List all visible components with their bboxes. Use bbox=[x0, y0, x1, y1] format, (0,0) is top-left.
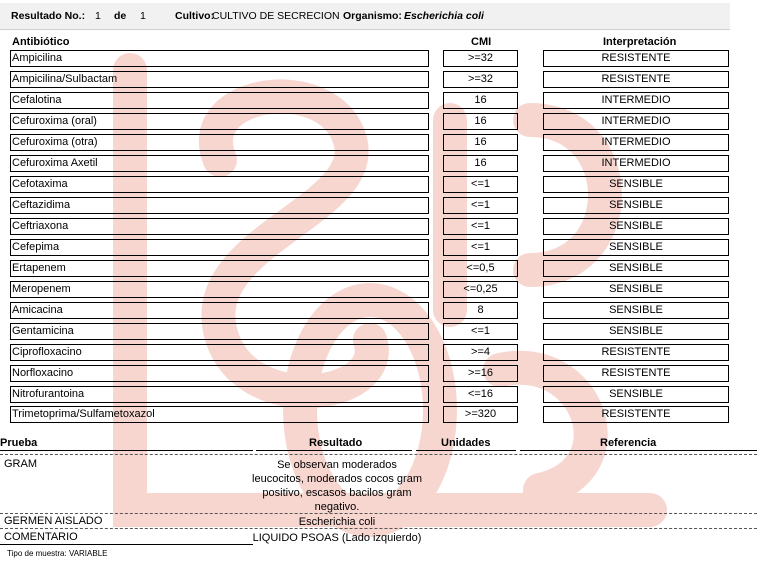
resultado-column-header: Resultado bbox=[309, 437, 363, 449]
cmi-value: 16 bbox=[443, 134, 518, 151]
interpretation-value: RESISTENTE bbox=[543, 71, 729, 88]
antibiotic-column-header: Antibiótico bbox=[12, 36, 70, 48]
interpretation-value: INTERMEDIO bbox=[543, 155, 729, 172]
antibiotic-name: Amicacina bbox=[10, 302, 429, 319]
interpretation-value: INTERMEDIO bbox=[543, 134, 729, 151]
cmi-value: <=0,5 bbox=[443, 260, 518, 277]
culture-label: Cultivo: bbox=[175, 10, 215, 22]
cmi-value: <=16 bbox=[443, 386, 518, 403]
antibiotic-name: Ciprofloxacino bbox=[10, 344, 429, 361]
prueba-underline bbox=[0, 450, 253, 451]
cmi-value: 8 bbox=[443, 302, 518, 319]
antibiotic-row bbox=[0, 113, 730, 130]
cmi-value: <=0,25 bbox=[443, 281, 518, 298]
row-divider bbox=[0, 528, 757, 529]
cmi-value: >=32 bbox=[443, 50, 518, 67]
resultado-underline bbox=[256, 450, 412, 451]
interpretation-value: SENSIBLE bbox=[543, 386, 729, 403]
antibiotic-row bbox=[0, 71, 730, 88]
antibiotic-name: Ampicilina/Sulbactam bbox=[10, 71, 429, 88]
antibiotic-row bbox=[0, 302, 730, 319]
antibiotic-name: Ceftriaxona bbox=[10, 218, 429, 235]
cmi-value: 16 bbox=[443, 155, 518, 172]
cmi-value: <=1 bbox=[443, 176, 518, 193]
germen-label: GERMEN AISLADO bbox=[4, 515, 103, 527]
antibiotic-name: Cefuroxima (otra) bbox=[10, 134, 429, 151]
interpretation-value: INTERMEDIO bbox=[543, 113, 729, 130]
referencia-underline bbox=[520, 450, 757, 451]
antibiotic-name: Ertapenem bbox=[10, 260, 429, 277]
referencia-column-header: Referencia bbox=[600, 437, 657, 449]
interpretation-value: SENSIBLE bbox=[543, 281, 729, 298]
antibiotic-name: Trimetoprima/Sulfametoxazol bbox=[10, 406, 429, 423]
antibiotic-row bbox=[0, 50, 730, 67]
antibiotic-row bbox=[0, 134, 730, 151]
antibiotic-name: Cefuroxima (oral) bbox=[10, 113, 429, 130]
antibiotic-row bbox=[0, 197, 730, 214]
gram-result-line: negativo. bbox=[314, 501, 360, 513]
organism-value: Escherichia coli bbox=[404, 10, 484, 22]
antibiotic-row bbox=[0, 386, 730, 403]
unidades-underline bbox=[416, 450, 516, 451]
interpretation-value: RESISTENTE bbox=[543, 344, 729, 361]
prueba-column-header: Prueba bbox=[0, 437, 38, 449]
cmi-value: <=1 bbox=[443, 323, 518, 340]
cmi-value: 16 bbox=[443, 92, 518, 109]
antibiotic-name: Cefalotina bbox=[10, 92, 429, 109]
interpretation-value: RESISTENTE bbox=[543, 365, 729, 382]
result-total: 1 bbox=[140, 10, 146, 22]
organism-label: Organismo: bbox=[343, 10, 402, 22]
culture-value: CULTIVO DE SECRECION bbox=[212, 10, 340, 22]
antibiotic-row bbox=[0, 92, 730, 109]
cmi-value: >=16 bbox=[443, 365, 518, 382]
antibiotic-name: Ceftazidima bbox=[10, 197, 429, 214]
comentario-label: COMENTARIO bbox=[4, 531, 78, 543]
interpretation-value: SENSIBLE bbox=[543, 197, 729, 214]
result-of-label: de bbox=[114, 10, 127, 22]
interpretation-value: SENSIBLE bbox=[543, 323, 729, 340]
antibiotic-name: Cefepima bbox=[10, 239, 429, 256]
antibiotic-name: Cefuroxima Axetil bbox=[10, 155, 429, 172]
interpretation-value: RESISTENTE bbox=[543, 406, 729, 423]
antibiotic-row bbox=[0, 218, 730, 235]
antibiotic-row bbox=[0, 344, 730, 361]
gram-label: GRAM bbox=[4, 458, 37, 470]
gram-result-line: positivo, escasos bacilos gram bbox=[262, 487, 412, 499]
cmi-value: 16 bbox=[443, 113, 518, 130]
gram-result-line: leucocitos, moderados cocos gram bbox=[252, 473, 422, 485]
sample-type: Tipo de muestra: VARIABLE bbox=[7, 549, 108, 558]
gram-result bbox=[247, 458, 427, 514]
antibiotic-name: Norfloxacino bbox=[10, 365, 429, 382]
antibiotic-name: Gentamicina bbox=[10, 323, 429, 340]
antibiotic-name: Cefotaxima bbox=[10, 176, 429, 193]
antibiotic-row bbox=[0, 155, 730, 172]
cmi-value: <=1 bbox=[443, 197, 518, 214]
antibiotic-row bbox=[0, 323, 730, 340]
antibiotic-name: Meropenem bbox=[10, 281, 429, 298]
antibiotic-row bbox=[0, 239, 730, 256]
antibiotic-row bbox=[0, 406, 730, 423]
cmi-column-header: CMI bbox=[471, 36, 492, 48]
result-number-label: Resultado No.: bbox=[11, 10, 86, 22]
antibiotic-row bbox=[0, 176, 730, 193]
cmi-value: >=320 bbox=[443, 406, 518, 423]
cmi-value: <=1 bbox=[443, 239, 518, 256]
gram-result-line: Se observan moderados bbox=[277, 459, 397, 471]
row-divider bbox=[0, 454, 757, 455]
comentario-value: LIQUIDO PSOAS (Lado izquierdo) bbox=[252, 532, 422, 544]
row-divider bbox=[0, 513, 757, 514]
result-header bbox=[0, 3, 730, 30]
cmi-value: <=1 bbox=[443, 218, 518, 235]
antibiotic-row bbox=[0, 365, 730, 382]
cmi-value: >=32 bbox=[443, 71, 518, 88]
antibiotic-name: Ampicilina bbox=[10, 50, 429, 67]
antibiotic-name: Nitrofurantoina bbox=[10, 386, 429, 403]
interpretation-value: SENSIBLE bbox=[543, 302, 729, 319]
antibiotic-row bbox=[0, 260, 730, 277]
interpretation-value: SENSIBLE bbox=[543, 260, 729, 277]
interpretation-value: RESISTENTE bbox=[543, 50, 729, 67]
interpretation-value: SENSIBLE bbox=[543, 176, 729, 193]
interpretation-value: INTERMEDIO bbox=[543, 92, 729, 109]
result-number: 1 bbox=[95, 10, 101, 22]
unidades-column-header: Unidades bbox=[441, 437, 491, 449]
cmi-value: >=4 bbox=[443, 344, 518, 361]
interpretation-value: SENSIBLE bbox=[543, 218, 729, 235]
antibiotic-row bbox=[0, 281, 730, 298]
germen-value: Escherichia coli bbox=[298, 516, 376, 528]
interpretation-column-header: Interpretación bbox=[603, 36, 677, 48]
interpretation-value: SENSIBLE bbox=[543, 239, 729, 256]
comentario-underline bbox=[0, 544, 253, 545]
